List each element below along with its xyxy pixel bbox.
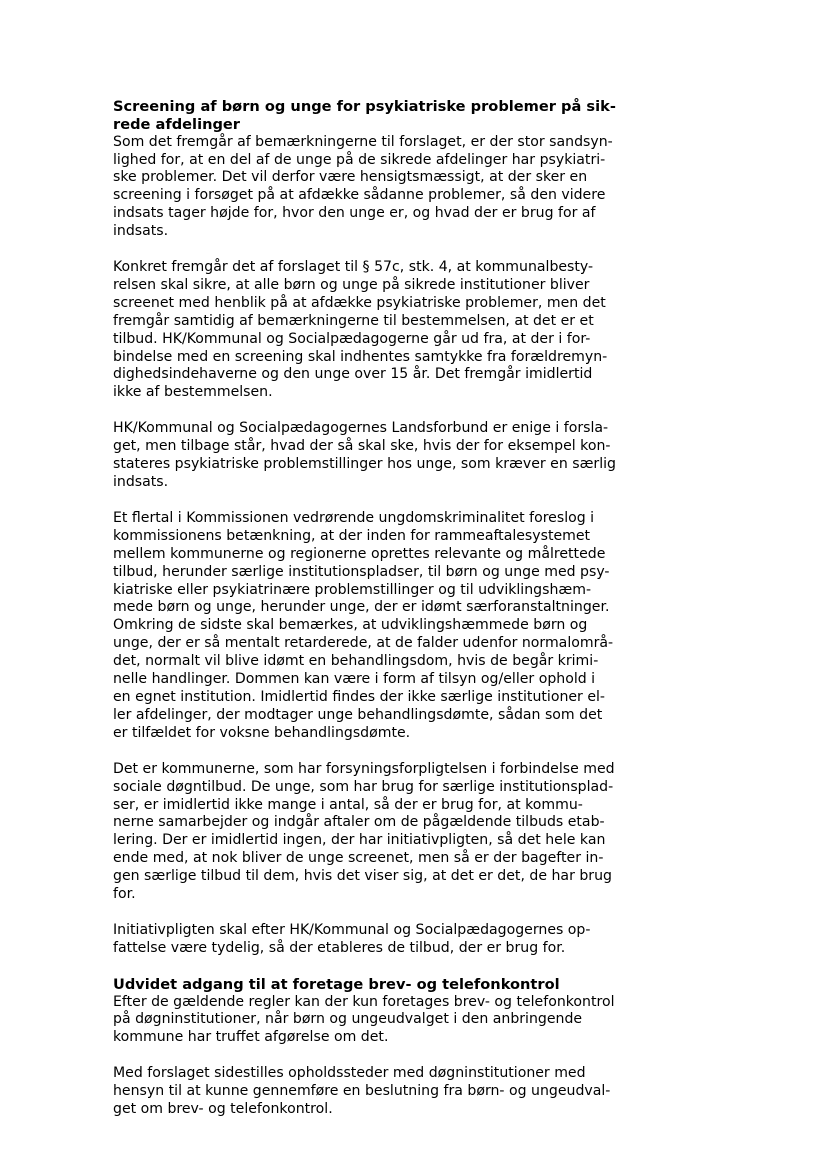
paragraph-kommission-flertal: Et flertal i Kommissionen vedrørende ungdomskriminalitet foreslog i kommissionens betænkning, at der inden for rammeaftalesystemet mellem kommunerne og regionerne oprettes relevante og målrettede tilbud, herunder særlige institutionspladser, til børn og unge med psy- kiatriske eller psykiatrinære problemstillinger og til udviklingshæm- mede børn og unge, herunder unge, der er idømt særforanstaltninger. Omkring de sidste skal bemærkes, at udviklingshæmmede børn og unge, der er så mentalt retarderede, at de falder udenfor normalområ- det, normalt vil blive idømt en behandlingsdom, hvis de begår krimi- nelle handlinger. Dommen kan være i form af tilsyn og/eller ophold i en egnet institution. Imidlertid findes der ikke særlige institutioner el- ler afdelinger, der modtager unge behandlingsdømte, sådan som det er tilfældet for voksne behandlingsdømte. [113, 509, 614, 741]
document-body [113, 98, 619, 1119]
paragraph-initiativpligt: Initiativpligten skal efter HK/Kommunal og Socialpædagogernes op- fattelse være tydelig, så der etableres de tilbud, der er brug for. [113, 921, 591, 956]
paragraph-section-57c: Konkret fremgår det af forslaget til § 57c, stk. 4, at kommunalbesty- relsen skal sikre, at alle børn og unge på sikrede institutioner bliver screenet med henblik på at afdække psykiatriske problemer, men det fremgår samtidig af bemærkningerne til bestemmelsen, at det er et tilbud. HK/Kommunal og Socialpædagogerne går ud fra, at der i for- bindelse med en screening skal indhentes samtykke fra forældremyn- dighedsindehaverne og den unge over 15 år. Det fremgår imidlertid ikke af bestemmelsen. [113, 259, 608, 401]
paragraph-opholdssteder: Med forslaget sidestilles opholdssteder med døgninstitutioner med hensyn til at kunne gennemføre en beslutning fra børn- og ungeudval- get om brev- og telefonkontrol. [113, 1065, 611, 1118]
paragraph-gaeldende-regler: Efter de gældende regler kan der kun foretages brev- og telefonkontrol på døgninstitutioner, når børn og ungeudvalget i den anbringende kommune har truffet afgørelse om det. [113, 993, 615, 1046]
paragraph-forsyningsforpligtelse: Det er kommunerne, som har forsyningsforpligtelsen i forbindelse med sociale døgntilbud. De unge, som har brug for særlige institutionsplad- ser, er imidlertid ikke mange i antal, så der er brug for, at kommu- nerne samarbejder og indgår aftaler om de pågældende tilbuds etab- lering. Der er imidlertid ingen, der har initiativpligten, så det hele kan ende med, at nok bliver de unge screenet, men så er der bagefter in- gen særlige tilbud til dem, hvis det viser sig, at det er det, de har brug for. [113, 760, 615, 903]
section-heading-brevkontrol: Udvidet adgang til at foretage brev- og telefonkontrol [113, 975, 560, 993]
section-heading-screening: Screening af børn og unge for psykiatriske problemer på sik- rede afdelinger [113, 98, 616, 133]
paragraph-screening-intro: Som det fremgår af bemærkningerne til forslaget, er der stor sandsyn- lighed for, at en del af de unge på de sikrede afdelinger har psykiatri- ske problemer. Det vil derfor være hensigtsmæssigt, at der sker en screening i forsøget på at afdække sådanne problemer, så den videre indsats tager højde for, hvor den unge er, og hvad der er brug for af indsats. [113, 133, 613, 240]
paragraph-landsforbund-enige: HK/Kommunal og Socialpædagogernes Landsforbund er enige i forsla- get, men tilbage står, hvad der så skal ske, hvis der for eksempel kon- stateres psykiatriske problemstillinger hos unge, som kræver en særlig indsats. [113, 420, 616, 490]
